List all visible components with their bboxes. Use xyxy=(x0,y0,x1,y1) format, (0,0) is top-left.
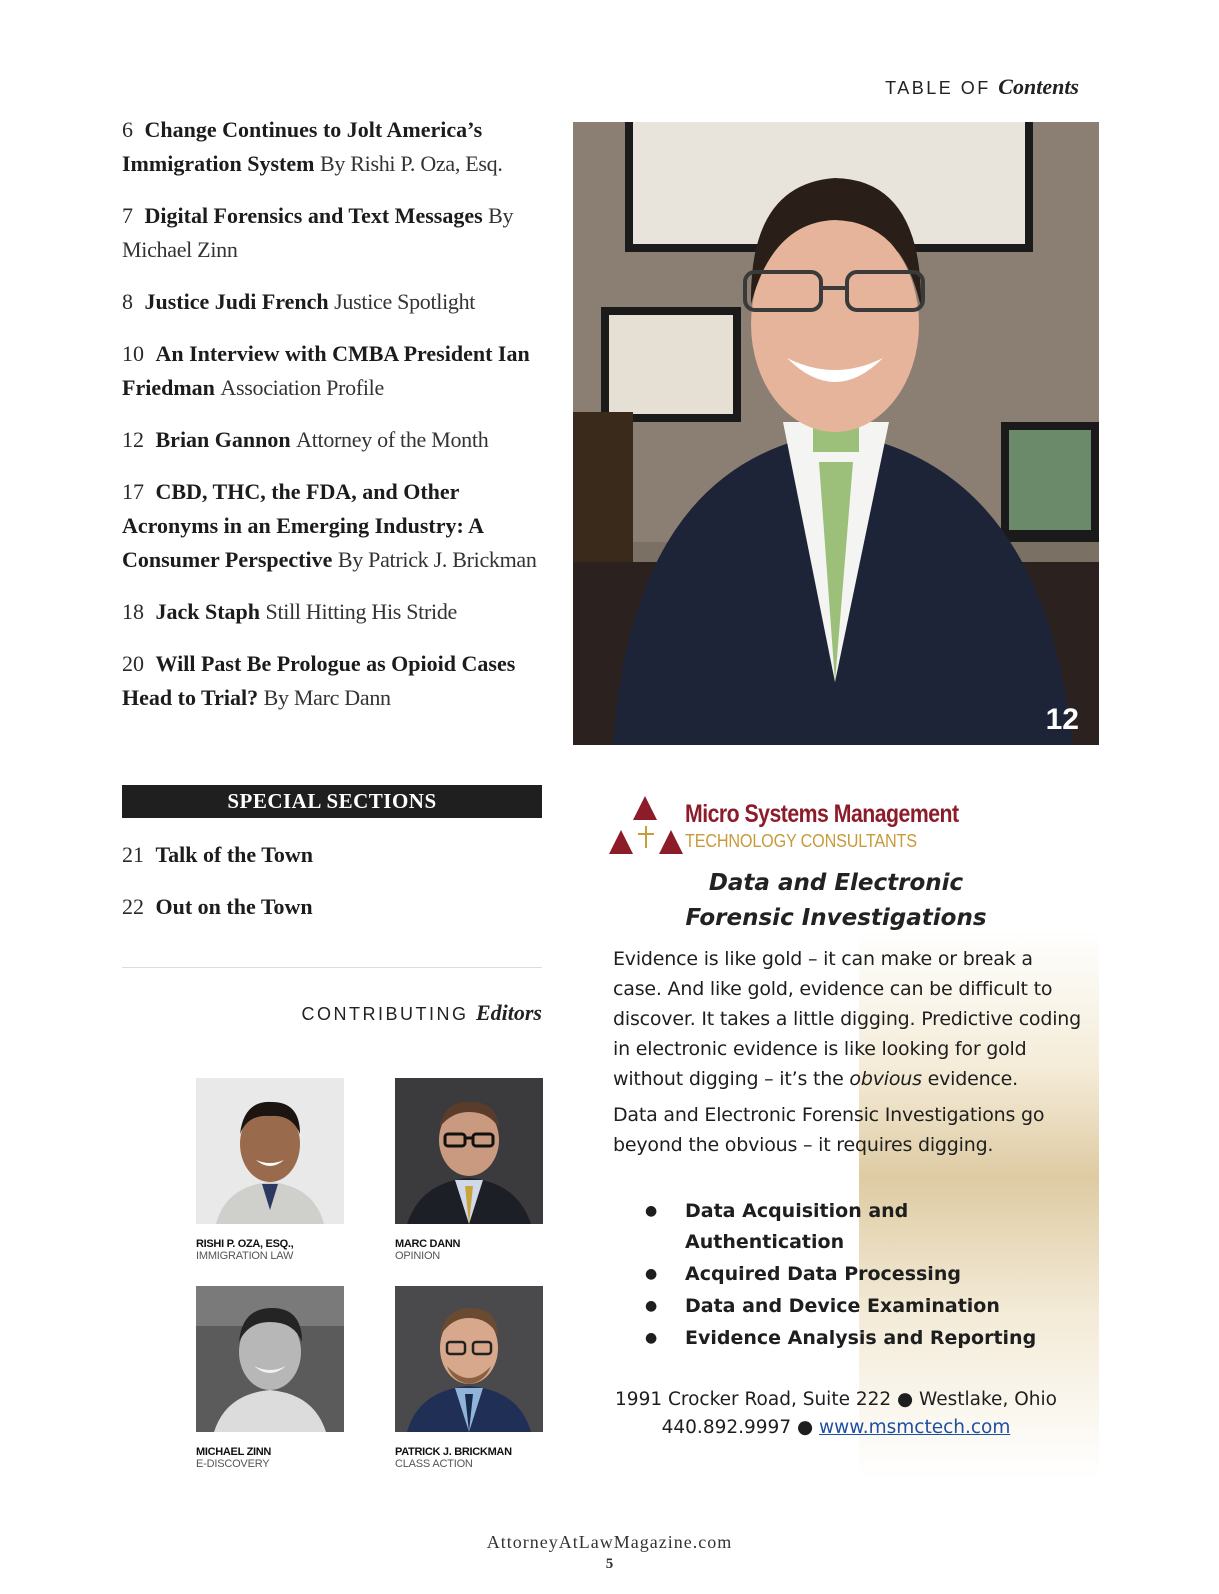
toc-page-number: 17 xyxy=(122,479,144,504)
editor-role: OPINION xyxy=(395,1250,441,1262)
footer-website[interactable]: AttorneyAtLawMagazine.com xyxy=(486,1532,733,1552)
ad-emphasis: obvious xyxy=(849,1068,922,1090)
special-sections-banner: SPECIAL SECTIONS xyxy=(122,785,542,818)
ad-title xyxy=(573,866,1099,936)
toc-title: Jack Staph xyxy=(155,599,261,624)
ad-service-text: Data Acquisition and Authentication xyxy=(685,1200,909,1253)
ad-website-link[interactable]: www.msmctech.com xyxy=(819,1417,1011,1438)
toc-title: Justice Judi French xyxy=(144,289,329,314)
editor-name: RISHI P. OZA, ESQ., xyxy=(196,1238,294,1250)
editor-photo xyxy=(196,1286,344,1432)
special-section-item[interactable] xyxy=(122,890,542,924)
ad-phone-line xyxy=(573,1414,1099,1442)
ad-paragraph: Data and Electronic Forensic Investigations go beyond the obvious – it requires digging. xyxy=(613,1104,1045,1156)
editor-card xyxy=(196,1078,344,1262)
toc-subtitle: Association Profile xyxy=(220,375,384,400)
toc-page-number: 12 xyxy=(122,427,144,452)
toc-page-number: 18 xyxy=(122,599,144,624)
section-divider xyxy=(122,967,542,968)
editor-photo xyxy=(395,1286,543,1432)
editor-name: MICHAEL ZINN xyxy=(196,1446,272,1458)
toc-item[interactable] xyxy=(122,595,542,629)
featured-photo[interactable] xyxy=(573,122,1099,745)
toc-subtitle: By Rishi P. Oza, Esq. xyxy=(319,151,503,176)
ad-brand-tagline: TECHNOLOGY CONSULTANTS xyxy=(685,831,917,851)
ad-text: evidence. xyxy=(921,1068,1019,1090)
toc-page-number: 20 xyxy=(122,651,144,676)
toc-page-number: 7 xyxy=(122,203,133,228)
editor-photo xyxy=(395,1078,543,1224)
ad-services-list xyxy=(645,1196,1036,1355)
toc-item[interactable] xyxy=(122,337,542,405)
toc-item[interactable] xyxy=(122,475,542,577)
toc-subtitle: By Patrick J. Brickman xyxy=(337,547,537,572)
toc-title: Out on the Town xyxy=(155,894,313,919)
toc-header-label: TABLE OF xyxy=(885,78,991,98)
toc-title: An Interview with CMBA President Ian Friedman xyxy=(122,341,530,400)
ad-service-item xyxy=(645,1196,1036,1258)
contributors-label-italic: Editors xyxy=(475,1000,542,1025)
special-section-item[interactable] xyxy=(122,838,542,872)
ad-contact xyxy=(573,1386,1099,1442)
toc-title: CBD, THC, the FDA, and Other Acronyms in an Emerging Industry: A Consumer Perspective xyxy=(122,479,483,572)
toc-title: Change Continues to Jolt America’s Immigration System xyxy=(122,117,483,176)
toc-page-number: 21 xyxy=(122,842,144,867)
toc-item[interactable] xyxy=(122,285,542,319)
contributors-header xyxy=(301,1000,542,1026)
toc-title: Talk of the Town xyxy=(155,842,314,867)
toc-title: Digital Forensics and Text Messages xyxy=(144,203,483,228)
ad-text: Evidence is like gold – it can make or break a case. And like gold, evidence can be difficult to discover. It takes a little digging. Predictive coding in electronic evidence is like looking for gold without digging – it’s the xyxy=(613,948,1082,1090)
ad-service-item xyxy=(645,1291,1036,1322)
toc-title: Brian Gannon xyxy=(155,427,291,452)
special-sections-list xyxy=(122,838,542,942)
featured-page-number: 12 xyxy=(1045,703,1079,736)
toc-subtitle: Justice Spotlight xyxy=(334,289,476,314)
ad-body xyxy=(613,944,1083,1166)
ad-phone: 440.892.9997 ● xyxy=(661,1417,814,1438)
contributors-label: CONTRIBUTING xyxy=(301,1004,469,1024)
toc-item[interactable] xyxy=(122,423,542,457)
editor-name: PATRICK J. BRICKMAN xyxy=(395,1446,512,1458)
advertisement[interactable] xyxy=(573,790,1099,1480)
ad-brand-name: Micro Systems Management xyxy=(685,800,959,828)
ad-service-item xyxy=(645,1259,1036,1290)
ad-service-text: Evidence Analysis and Reporting xyxy=(685,1327,1037,1349)
toc-subtitle: Still Hitting His Stride xyxy=(265,599,457,624)
ad-service-item xyxy=(645,1323,1036,1354)
editor-role: CLASS ACTION xyxy=(395,1458,473,1470)
editor-role: IMMIGRATION LAW xyxy=(196,1250,294,1262)
editor-name: MARC DANN xyxy=(395,1238,461,1250)
toc-item[interactable] xyxy=(122,113,542,181)
ad-service-text: Acquired Data Processing xyxy=(685,1263,961,1285)
toc-list xyxy=(122,113,542,733)
toc-item[interactable] xyxy=(122,647,542,715)
ad-title-line: Forensic Investigations xyxy=(685,905,987,931)
editor-card xyxy=(395,1078,543,1262)
toc-item[interactable] xyxy=(122,199,542,267)
toc-page-number: 6 xyxy=(122,117,133,142)
toc-header-italic: Contents xyxy=(998,74,1079,99)
toc-header xyxy=(885,74,1079,100)
editor-photo xyxy=(196,1078,344,1224)
toc-subtitle: By Marc Dann xyxy=(263,685,391,710)
editor-card xyxy=(395,1286,543,1470)
toc-page-number: 22 xyxy=(122,894,144,919)
ad-title-line: Data and Electronic xyxy=(708,870,964,896)
ad-service-text: Data and Device Examination xyxy=(685,1295,1000,1317)
ad-paragraph xyxy=(613,944,1083,1094)
toc-page-number: 10 xyxy=(122,341,144,366)
editor-role: E-DISCOVERY xyxy=(196,1458,270,1470)
toc-subtitle: By Michael Zinn xyxy=(122,203,514,262)
ad-address: 1991 Crocker Road, Suite 222 ● Westlake, Ohio xyxy=(615,1389,1057,1410)
toc-subtitle: Attorney of the Month xyxy=(296,427,489,452)
editor-card xyxy=(196,1286,344,1470)
footer-page-number: 5 xyxy=(605,1556,614,1572)
toc-page-number: 8 xyxy=(122,289,133,314)
toc-title: Will Past Be Prologue as Opioid Cases Head to Trial? xyxy=(122,651,516,710)
